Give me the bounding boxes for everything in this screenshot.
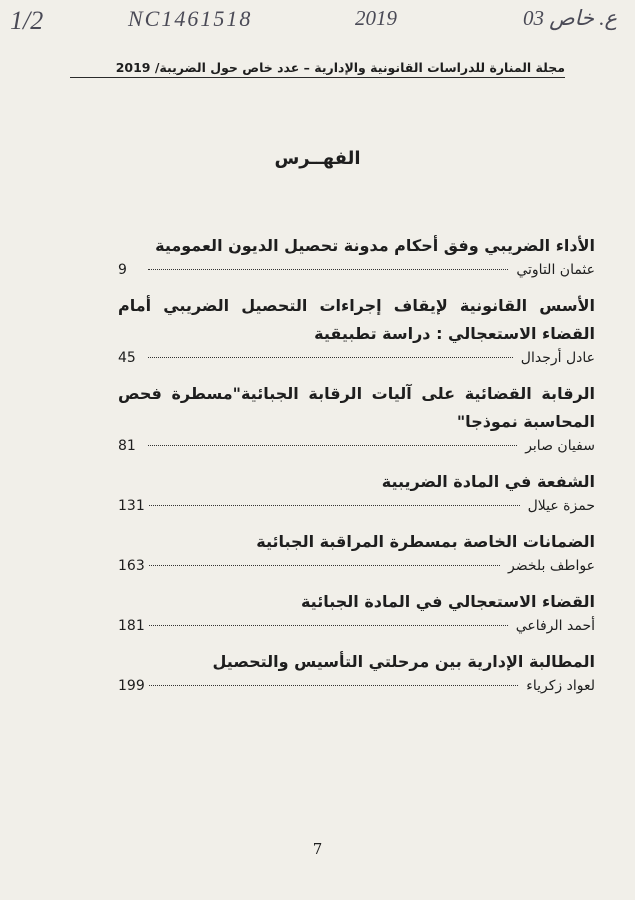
handwritten-fraction: 1/2: [10, 6, 44, 35]
entry-page-number: 81: [118, 438, 136, 454]
dot-leader: [149, 625, 508, 626]
entry-page-number: 45: [118, 350, 136, 366]
entry-author: سفيان صابر: [525, 438, 595, 454]
entry-page-number: 181: [118, 618, 145, 634]
entry-page-number: 9: [118, 262, 127, 278]
dot-leader: [149, 565, 500, 566]
entry-title: الأسس القانونية لإيقاف إجراءات التحصيل الضريبي أمام القضاء الاستعجالي : دراسة تطبيقية: [118, 296, 595, 343]
toc-entry: [118, 292, 595, 374]
entry-page-number: 131: [118, 498, 145, 514]
entry-line: [118, 498, 595, 522]
entry-author: لعواد زكرياء: [526, 678, 595, 694]
journal-header: مجلة المنارة للدراسات القانونية والإدارية – عدد خاص حول الضريبة/ 2019: [115, 60, 565, 75]
entry-line: [118, 678, 595, 702]
toc-title: الفهــرس: [274, 148, 361, 169]
entry-line: [118, 618, 595, 642]
page-number: 7: [312, 840, 323, 858]
entry-line: [118, 558, 595, 582]
handwritten-note: ع. خاص 03: [522, 6, 617, 30]
toc-entry: [118, 648, 595, 702]
entry-author: عادل أرجدال: [520, 350, 595, 366]
entry-title: القضاء الاستعجالي في المادة الجبائية: [300, 592, 595, 611]
entry-author: عثمان التاوتي: [516, 262, 595, 278]
dot-leader: [148, 269, 508, 270]
entry-line: [118, 262, 595, 286]
entry-author: أحمد الرفاعي: [515, 618, 595, 634]
header-rule: [70, 77, 565, 78]
toc-entry: [118, 380, 595, 462]
dot-leader: [148, 357, 513, 358]
dot-leader: [149, 685, 519, 686]
entry-line: [118, 350, 595, 374]
dot-leader: [149, 505, 520, 506]
entry-title: الرقابة القضائية على آليات الرقابة الجبائية"مسطرة فحص المحاسبة نموذجا": [118, 384, 595, 431]
entry-title: المطالبة الإدارية بين مرحلتي التأسيس والتحصيل: [212, 652, 595, 671]
entry-title: الأداء الضريبي وفق أحكام مدونة تحصيل الديون العمومية: [155, 236, 595, 255]
toc-entry: [118, 232, 595, 286]
toc-entry: [118, 468, 595, 522]
handwritten-year: 2019: [355, 6, 397, 30]
entry-line: [118, 438, 595, 462]
entry-author: حمزة عيلال: [527, 498, 595, 514]
handwritten-reference: NC1461518: [128, 6, 253, 31]
entry-title: الضمانات الخاصة بمسطرة المراقبة الجبائية: [256, 532, 595, 551]
toc-entry: [118, 528, 595, 582]
table-of-contents: [118, 232, 595, 708]
dot-leader: [148, 445, 517, 446]
entry-author: عواطف بلخضر: [508, 558, 595, 574]
handwritten-annotation: [10, 6, 617, 38]
entry-title: الشفعة في المادة الضريبية: [381, 472, 595, 491]
entry-page-number: 199: [118, 678, 145, 694]
entry-page-number: 163: [118, 558, 145, 574]
toc-entry: [118, 588, 595, 642]
